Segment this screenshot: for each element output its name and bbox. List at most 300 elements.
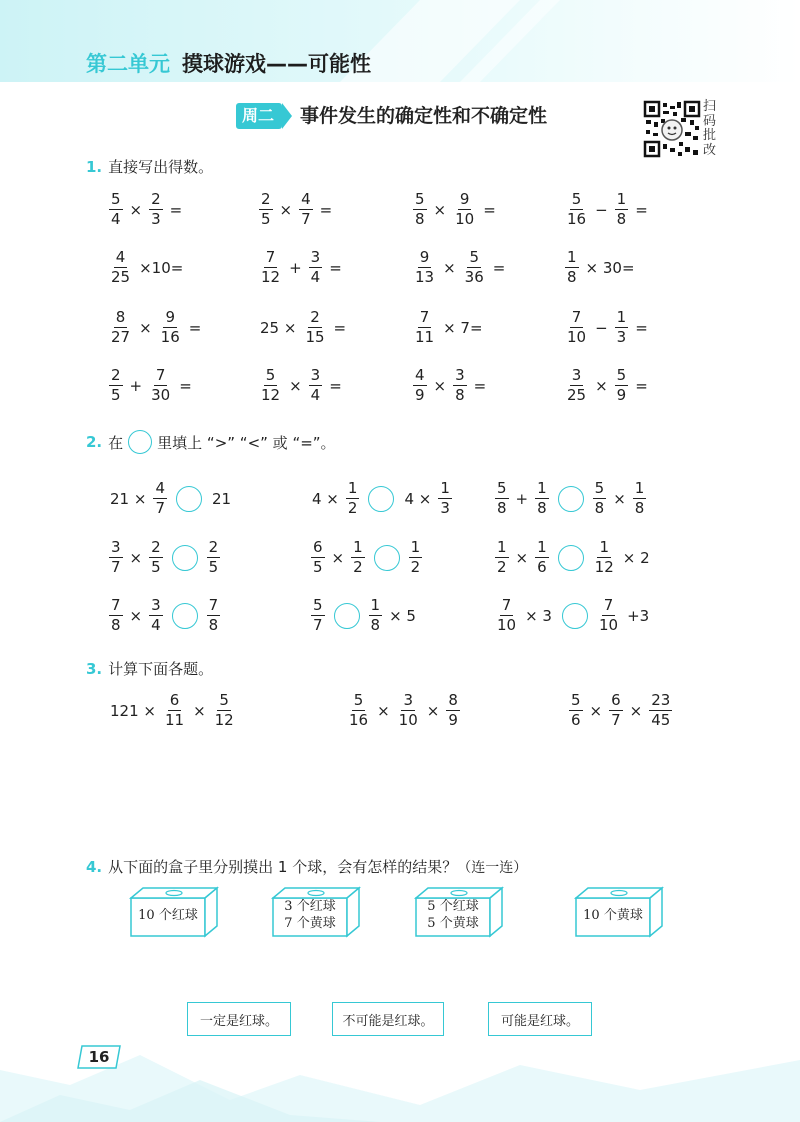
suffix: × 5	[389, 606, 416, 625]
fraction	[593, 540, 616, 575]
denominator: 8	[567, 268, 577, 286]
numerator: 5	[219, 691, 229, 709]
prefix: 25 ×	[260, 318, 297, 337]
denominator: 7	[301, 210, 311, 228]
denominator: 27	[111, 328, 131, 346]
numerator: 3	[403, 691, 413, 709]
answer-circle[interactable]	[334, 603, 360, 629]
equals: =	[329, 258, 342, 277]
numerator: 3	[111, 538, 121, 556]
numerator: 5	[353, 691, 364, 709]
fraction	[495, 540, 509, 575]
fraction	[397, 693, 420, 728]
equals: =	[635, 200, 648, 219]
fraction	[153, 481, 167, 516]
box-line: 7 个黄球	[284, 916, 336, 931]
denominator: 12	[261, 386, 281, 404]
operator: ×	[433, 376, 447, 395]
fraction	[463, 250, 486, 285]
denominator: 16	[567, 210, 587, 228]
numerator: 7	[501, 596, 512, 614]
expression	[256, 192, 336, 227]
suffix: × 30=	[585, 258, 635, 277]
numerator: 1	[634, 479, 645, 497]
operator: ×	[613, 489, 626, 508]
answer-circle[interactable]	[176, 486, 202, 512]
denominator: 7	[155, 499, 165, 517]
fraction	[299, 192, 313, 227]
fraction	[535, 540, 549, 575]
denominator: 30	[151, 386, 171, 404]
numerator: 8	[115, 308, 126, 326]
operator: −	[595, 200, 608, 219]
expression	[106, 368, 196, 403]
numerator: 7	[265, 248, 276, 266]
numerator: 5	[469, 248, 479, 266]
denominator: 8	[370, 616, 381, 634]
calculation	[566, 693, 675, 728]
operator: ×	[629, 701, 643, 720]
suffix: × 2	[622, 548, 650, 567]
box-line: 5 个黄球	[427, 916, 479, 931]
denominator: 8	[537, 499, 547, 517]
fraction	[109, 540, 123, 575]
fraction	[309, 250, 323, 285]
box-line: 3 个红球	[284, 899, 336, 914]
denominator: 16	[349, 711, 369, 729]
denominator: 36	[464, 268, 484, 286]
denominator: 2	[347, 499, 358, 517]
numerator: 1	[567, 248, 577, 266]
fraction	[369, 598, 383, 633]
question-text-post: 里填上 “>” “<” 或 “=”。	[157, 433, 336, 452]
prefix: 4 ×	[312, 489, 339, 508]
calculation	[344, 693, 463, 728]
numerator: 5	[497, 479, 507, 497]
numerator: 8	[448, 691, 458, 709]
equals: =	[635, 318, 648, 337]
fraction	[346, 481, 360, 516]
denominator: 10	[497, 616, 517, 634]
numerator: 2	[151, 538, 161, 556]
denominator: 5	[111, 386, 121, 404]
numerator: 6	[169, 691, 180, 709]
denominator: 8	[415, 210, 425, 228]
unit-title	[86, 48, 371, 78]
unit-label: 第二单元	[86, 52, 170, 76]
comparison	[106, 598, 223, 633]
denominator: 9	[448, 711, 458, 729]
denominator: 5	[151, 558, 161, 576]
answer-circle[interactable]	[374, 545, 400, 571]
denominator: 5	[261, 210, 271, 228]
fraction	[259, 250, 282, 285]
denominator: 12	[261, 268, 281, 286]
fraction	[597, 598, 620, 633]
equals: =	[473, 376, 487, 395]
ball-box[interactable]	[570, 886, 664, 938]
fraction	[347, 693, 370, 728]
question-text: 直接写出得数。	[108, 158, 214, 176]
denominator: 6	[571, 711, 581, 729]
box-label	[273, 898, 347, 932]
fraction	[149, 368, 172, 403]
numerator: 5	[571, 691, 581, 709]
denominator: 2	[353, 558, 363, 576]
denominator: 10	[455, 210, 475, 228]
expression	[410, 192, 500, 227]
denominator: 4	[111, 210, 121, 228]
numerator: 3	[455, 366, 465, 384]
numerator: 4	[301, 190, 311, 208]
answer-circle[interactable]	[562, 603, 588, 629]
prefix: 4 ×	[404, 489, 432, 508]
question-4-heading	[86, 856, 527, 877]
numerator: 3	[571, 366, 582, 384]
denominator: 8	[634, 499, 645, 517]
comparison	[308, 540, 425, 575]
numerator: 3	[310, 366, 321, 384]
box-label	[416, 898, 490, 932]
expression	[106, 250, 187, 285]
comparison	[492, 540, 654, 575]
denominator: 8	[111, 616, 121, 634]
denominator: 4	[151, 616, 161, 634]
fraction	[303, 310, 326, 345]
operator: ×	[377, 701, 390, 720]
ball-box[interactable]	[410, 886, 504, 938]
answer-circle[interactable]	[172, 545, 198, 571]
question-2-heading	[86, 430, 336, 454]
denominator: 12	[594, 558, 614, 576]
fraction	[149, 598, 163, 633]
ball-box[interactable]	[267, 886, 361, 938]
numerator: 7	[603, 596, 614, 614]
fraction	[259, 192, 273, 227]
numerator: 7	[208, 596, 219, 614]
expression	[562, 310, 652, 345]
denominator: 25	[567, 386, 587, 404]
question-hint: （连一连）	[457, 860, 528, 876]
numerator: 7	[419, 308, 430, 326]
fraction	[109, 598, 123, 633]
denominator: 10	[398, 711, 418, 729]
fraction	[446, 693, 460, 728]
fraction	[149, 192, 163, 227]
denominator: 11	[415, 328, 435, 346]
numerator: 4	[115, 248, 126, 266]
expression	[410, 368, 490, 403]
equals: =	[169, 200, 183, 219]
numerator: 6	[611, 691, 621, 709]
fraction	[615, 192, 629, 227]
numerator: 1	[599, 538, 609, 556]
page-number	[76, 1044, 122, 1070]
ball-box[interactable]	[125, 886, 219, 938]
expression	[410, 310, 487, 345]
denominator: 4	[310, 268, 321, 286]
numerator: 1	[497, 538, 507, 556]
numerator: 6	[313, 538, 323, 556]
operator: ×	[331, 548, 345, 567]
operator: ×	[426, 701, 440, 720]
fraction	[311, 540, 325, 575]
denominator: 13	[415, 268, 435, 286]
suffix: +3	[627, 606, 650, 625]
fraction	[413, 250, 436, 285]
comparison	[492, 481, 649, 516]
box-line: 10 个黄球	[583, 907, 643, 923]
numerator: 5	[616, 366, 627, 384]
box-line: 5 个红球	[427, 899, 479, 914]
fraction	[565, 310, 588, 345]
fraction	[593, 481, 607, 516]
suffix: × 7=	[443, 318, 483, 337]
numerator: 7	[155, 366, 166, 384]
equals: =	[329, 376, 342, 395]
fraction	[453, 192, 476, 227]
fraction	[413, 310, 436, 345]
box-line: 10 个红球	[138, 907, 198, 923]
denominator: 25	[111, 268, 131, 286]
result-option[interactable]: 一定是红球。	[187, 1002, 291, 1036]
fraction	[413, 368, 427, 403]
expression	[106, 310, 205, 345]
operator: ×	[279, 200, 293, 219]
question-text: 从下面的盒子里分别摸出 1 个球，会有怎样的结果？	[108, 858, 458, 876]
operator: ×	[289, 376, 302, 395]
equals: =	[179, 376, 192, 395]
result-option[interactable]: 不可能是红球。	[332, 1002, 444, 1036]
numerator: 2	[208, 538, 219, 556]
result-option[interactable]: 可能是红球。	[488, 1002, 592, 1036]
numerator: 4	[415, 366, 425, 384]
expression	[256, 368, 346, 403]
numerator: 1	[347, 479, 358, 497]
fraction	[633, 481, 647, 516]
question-text: 计算下面各题。	[108, 660, 214, 678]
numerator: 1	[440, 479, 450, 497]
fraction	[259, 368, 282, 403]
numerator: 1	[616, 190, 627, 208]
denominator: 10	[598, 616, 619, 634]
qr-label: 扫码批改	[703, 99, 717, 158]
equals: =	[483, 200, 496, 219]
blank-circle-icon	[128, 430, 152, 454]
question-number: 4.	[86, 858, 103, 876]
numerator: 9	[165, 308, 175, 326]
fraction	[213, 693, 236, 728]
numerator: 5	[594, 479, 605, 497]
numerator: 9	[419, 248, 430, 266]
denominator: 4	[310, 386, 321, 404]
qr-code-icon[interactable]	[643, 100, 701, 158]
question-number: 1.	[86, 158, 103, 176]
fraction	[207, 540, 221, 575]
denominator: 16	[160, 328, 180, 346]
equals: =	[635, 376, 648, 395]
operator: ×	[589, 701, 603, 720]
question-number: 2.	[86, 433, 103, 451]
numerator: 7	[111, 596, 121, 614]
numerator: 2	[111, 366, 121, 384]
operator: ×	[129, 548, 143, 567]
operator: ×	[595, 376, 608, 395]
operator: ×	[443, 258, 456, 277]
denominator: 8	[208, 616, 219, 634]
operator: +	[129, 376, 143, 395]
numerator: 9	[459, 190, 470, 208]
fraction	[109, 368, 123, 403]
answer-circle[interactable]	[368, 486, 394, 512]
equals: =	[188, 318, 202, 337]
numerator: 3	[310, 248, 321, 266]
answer-circle[interactable]	[558, 486, 584, 512]
denominator: 3	[151, 210, 161, 228]
numerator: 1	[537, 479, 547, 497]
denominator: 5	[208, 558, 219, 576]
equals: =	[333, 318, 347, 337]
expression	[562, 368, 652, 403]
denominator: 8	[594, 499, 605, 517]
denominator: 2	[497, 558, 507, 576]
expression	[106, 192, 186, 227]
expression	[562, 250, 639, 285]
denominator: 7	[111, 558, 121, 576]
page-number-text: 16	[88, 1048, 110, 1066]
equals: =	[319, 200, 333, 219]
fraction	[309, 368, 323, 403]
operator: ×	[515, 548, 529, 567]
question-text-pre: 在	[108, 433, 124, 452]
numerator: 5	[265, 366, 276, 384]
equals: =	[492, 258, 506, 277]
numerator: 1	[616, 308, 627, 326]
operator: ×	[129, 606, 143, 625]
prefix: 121 ×	[110, 701, 156, 720]
operator: +	[515, 489, 529, 508]
comparison	[106, 481, 235, 516]
denominator: 7	[313, 616, 323, 634]
denominator: 8	[455, 386, 465, 404]
answer-circle[interactable]	[172, 603, 198, 629]
fraction	[615, 368, 629, 403]
numerator: 23	[651, 691, 671, 709]
numerator: 1	[353, 538, 363, 556]
fraction	[615, 310, 629, 345]
numerator: 4	[155, 479, 165, 497]
suffix: 21	[211, 489, 232, 508]
prefix: 21 ×	[110, 489, 147, 508]
fraction	[149, 540, 163, 575]
expression	[256, 250, 346, 285]
fraction	[351, 540, 365, 575]
comparison	[106, 540, 223, 575]
comparison	[492, 598, 653, 633]
denominator: 7	[611, 711, 621, 729]
fraction	[565, 192, 588, 227]
denominator: 2	[410, 558, 421, 576]
lesson-title: 事件发生的确定性和不确定性	[300, 105, 548, 127]
denominator: 15	[305, 328, 325, 346]
comparison	[308, 481, 455, 516]
operator: +	[289, 258, 302, 277]
numerator: 5	[313, 596, 323, 614]
question-1-heading	[86, 156, 213, 177]
box-label	[576, 898, 650, 932]
denominator: 6	[537, 558, 547, 576]
calculation	[106, 693, 239, 728]
numerator: 3	[151, 596, 161, 614]
suffix: × 3	[525, 606, 552, 625]
numerator: 2	[310, 308, 320, 326]
fraction	[609, 693, 623, 728]
fraction	[109, 250, 132, 285]
fraction	[207, 598, 221, 633]
suffix: ×10=	[139, 258, 184, 277]
fraction	[453, 368, 467, 403]
numerator: 1	[537, 538, 547, 556]
unit-topic: 摸球游戏——可能性	[182, 52, 371, 76]
denominator: 10	[567, 328, 587, 346]
fraction	[495, 481, 509, 516]
denominator: 45	[651, 711, 671, 729]
denominator: 8	[616, 210, 627, 228]
day-tag: 周二	[236, 103, 282, 129]
numerator: 7	[571, 308, 582, 326]
fraction	[565, 250, 579, 285]
denominator: 11	[164, 711, 185, 729]
box-label	[131, 898, 205, 932]
numerator: 5	[571, 190, 582, 208]
numerator: 1	[370, 596, 381, 614]
denominator: 12	[214, 711, 234, 729]
fraction	[569, 693, 583, 728]
operator: ×	[193, 701, 206, 720]
numerator: 5	[415, 190, 425, 208]
fraction	[109, 310, 132, 345]
fraction	[495, 598, 518, 633]
fraction	[163, 693, 186, 728]
fraction	[438, 481, 452, 516]
numerator: 1	[410, 538, 421, 556]
denominator: 3	[440, 499, 450, 517]
comparison	[308, 598, 420, 633]
operator: ×	[139, 318, 152, 337]
fraction	[535, 481, 549, 516]
expression	[410, 250, 509, 285]
denominator: 8	[497, 499, 507, 517]
numerator: 2	[151, 190, 161, 208]
fraction	[311, 598, 325, 633]
fraction	[159, 310, 182, 345]
fraction	[413, 192, 427, 227]
fraction	[409, 540, 423, 575]
fraction	[109, 192, 123, 227]
denominator: 9	[616, 386, 627, 404]
denominator: 5	[313, 558, 323, 576]
expression	[256, 310, 350, 345]
answer-circle[interactable]	[558, 545, 584, 571]
denominator: 9	[415, 386, 425, 404]
question-number: 3.	[86, 660, 103, 678]
question-3-heading	[86, 658, 213, 679]
operator: ×	[433, 200, 447, 219]
fraction	[649, 693, 672, 728]
expression	[562, 192, 652, 227]
numerator: 5	[111, 190, 121, 208]
fraction	[565, 368, 588, 403]
